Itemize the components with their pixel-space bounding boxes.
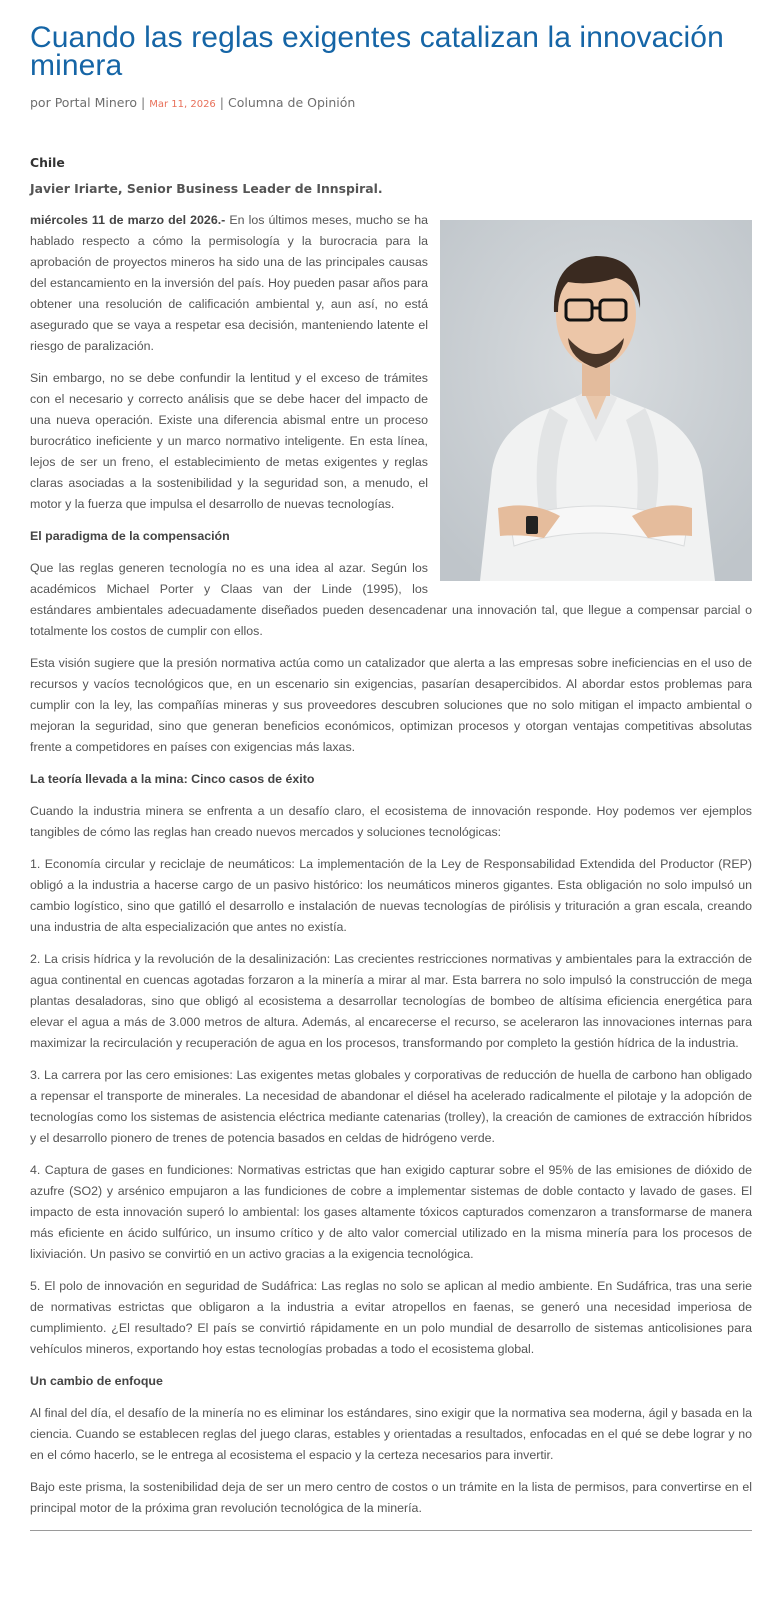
lead-date: miércoles 11 de marzo del 2026.-	[30, 213, 226, 227]
paragraph-1-text: En los últimos meses, mucho se ha hablado respecto a cómo la permisología y la burocracia para la aprobación de proyectos mineros ha sido una de las principales causas del estancamiento en la inversión del país. Hoy pueden pasar años para obtener una resolución de calificación ambiental y, aun así, no está asegurado que se vaya a respetar esa decisión, manteniendo latente el riesgo de paralización.	[30, 213, 428, 353]
section-heading-3: Un cambio de enfoque	[30, 1374, 163, 1388]
case-item-1: 1. Economía circular y reciclaje de neumáticos: La implementación de la Ley de Responsabilidad Extendida del Productor (REP) obligó a la industria a hacerse cargo de un pasivo histórico: los neumáticos mineros gigantes. Esta obligación no solo impulsó un cambio logístico, sino que gatilló el desarrollo e instalación de nuevas tecnologías de pirólisis y trituración a gran escala, creando una industria de alta especialización que antes no existía.	[30, 857, 752, 934]
case-item-2: 2. La crisis hídrica y la revolución de la desalinización: Las crecientes restricciones normativas y ambientales para la extracción de agua continental en cuencas agotadas forzaron a la minería a mirar al mar. Esta barrera no solo impulsó la construcción de mega plantas desaladoras, sino que obligó al ecosistema a desarrollar tecnologías de bombeo de altísima eficiencia energética para elevar el agua a más de 3.000 metros de altura. Además, al encarecerse el recurso, se aceleraron las innovaciones internas para maximizar la recirculación y recuperación de agua en los procesos, transformando por completo la gestión hídrica de la industria.	[30, 952, 752, 1050]
region-label: Chile	[30, 155, 65, 170]
author-link[interactable]: Portal Minero	[54, 95, 137, 110]
byline-prefix: por	[30, 95, 51, 110]
category-link[interactable]: Columna de Opinión	[228, 95, 356, 110]
paragraph-4: Esta visión sugiere que la presión normativa actúa como un catalizador que alerta a las empresas sobre ineficiencias en el uso de recursos y vacíos tecnológicos que, en un escenario sin exigencias, pasarían desapercibidos. Al abordar estos problemas para cumplir con la ley, las compañías mineras y sus proveedores descubren soluciones que no solo mitigan el impacto ambiental o mejoran la seguridad, sino que generan beneficios económicos, optimizan procesos y otorgan ventajas competitivas absolutas frente a competidores en países con exigencias más laxas.	[30, 656, 752, 754]
intro-block	[30, 153, 752, 199]
section-heading-1: El paradigma de la compensación	[30, 529, 230, 543]
paragraph-5: Cuando la industria minera se enfrenta a un desafío claro, el ecosistema de innovación responde. Hoy podemos ver ejemplos tangibles de cómo las reglas han creado nuevos mercados y soluciones tecnológicas:	[30, 804, 752, 839]
meta-separator: |	[141, 95, 146, 110]
meta-separator: |	[219, 95, 225, 110]
author-photo	[440, 220, 752, 581]
article-body	[30, 210, 752, 1531]
author-line: Javier Iriarte, Senior Business Leader de Innspiral.	[30, 181, 383, 196]
footer-divider	[30, 1530, 752, 1531]
paragraph-2: Sin embargo, no se debe confundir la lentitud y el exceso de trámites con el necesario y correcto análisis que se debe hacer del impacto de una nueva operación. Existe una diferencia abismal entre un proceso burocrático ineficiente y un marco normativo inteligente. En esta línea, lejos de ser un freno, el establecimiento de metas exigentes y reglas claras asociadas a la sostenibilidad y la seguridad son, a menudo, el motor y la fuerza que impulsa el desarrollo de nuevas tecnologías.	[30, 371, 428, 511]
section-heading-2: La teoría llevada a la mina: Cinco casos de éxito	[30, 772, 315, 786]
case-item-5: 5. El polo de innovación en seguridad de Sudáfrica: Las reglas no solo se aplican al medio ambiente. En Sudáfrica, tras una serie de normativas estrictas que obligaron a la industria a evitar atropellos en faenas, se generó una necesidad imperiosa de cumplimiento. ¿El resultado? El país se convirtió rápidamente en un polo mundial de desarrollo de sistemas anticolisiones para vehículos mineros, exportando hoy estas tecnologías probadas a todo el ecosistema global.	[30, 1279, 752, 1356]
paragraph-12: Bajo este prisma, la sostenibilidad deja de ser un mero centro de costos o un trámite en la lista de permisos, para convertirse en el principal motor de la próxima gran revolución tecnológica de la minería.	[30, 1480, 752, 1515]
article-title: Cuando las reglas exigentes catalizan la innovación minera	[30, 21, 724, 82]
article-meta	[30, 92, 752, 116]
publish-date: Mar 11, 2026	[149, 99, 216, 110]
paragraph-11: Al final del día, el desafío de la minería no es eliminar los estándares, sino exigir que la normativa sea moderna, ágil y basada en la ciencia. Cuando se establecen reglas del juego claras, estables y orientadas a resultados, enfocadas en el qué se debe lograr y no en el cómo hacerlo, se le entrega al ecosistema el espacio y la certeza necesarios para invertir.	[30, 1406, 752, 1462]
paragraph-3: Que las reglas generen tecnología no es una idea al azar. Según los académicos Michael Porter y Claas van der Linde (1995), los estándares ambientales adecuadamente diseñados pueden desencadenar una innovación tal, que llegue a compensar parcial o totalmente los costos de cumplir con ellos.	[30, 561, 752, 638]
case-item-3: 3. La carrera por las cero emisiones: Las exigentes metas globales y corporativas de reducción de huella de carbono han obligado a repensar el transporte de minerales. La necesidad de abandonar el diésel ha acelerado radicalmente el pilotaje y la adopción de tecnologías como los sistemas de asistencia eléctrica mediante catenarias (trolley), la creación de camiones de extracción híbridos y el desarrollo pionero de trenes de potencia basados en celdas de hidrógeno verde.	[30, 1068, 752, 1145]
case-item-4: 4. Captura de gases en fundiciones: Normativas estrictas que han exigido capturar sobre el 95% de las emisiones de dióxido de azufre (SO2) y arsénico empujaron a las fundiciones de cobre a implementar sistemas de doble contacto y lavado de gases. El impacto de esta innovación superó lo ambiental: los gases altamente tóxicos capturados comenzaron a transformarse de manera más eficiente en ácido sulfúrico, un insumo crítico y de alto valor comercial utilizado en la misma minería para los procesos de lixiviación. Un pasivo se convirtió en un activo gracias a la exigencia tecnológica.	[30, 1163, 752, 1261]
portrait-illustration	[440, 220, 752, 581]
article	[30, 0, 752, 1531]
